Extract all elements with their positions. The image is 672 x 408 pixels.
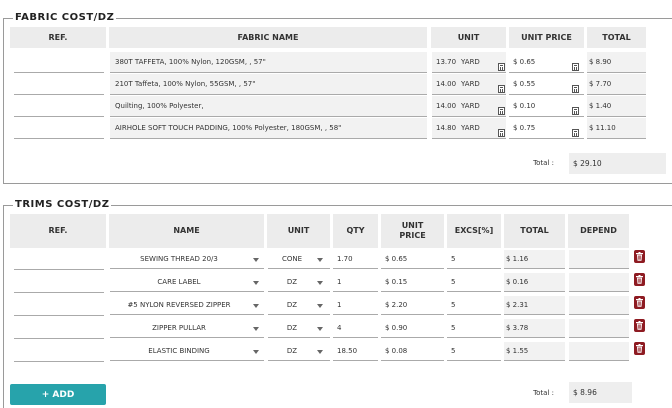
trim-unit-value: DZ bbox=[286, 347, 298, 355]
delete-row-button[interactable] bbox=[634, 319, 645, 332]
trim-total-field: $ 2.31 bbox=[504, 296, 565, 315]
fabric-unit-price-field[interactable] bbox=[509, 118, 584, 139]
trims-header-unit-price: UNIT PRICE bbox=[381, 214, 444, 248]
chevron-down-icon bbox=[317, 327, 323, 331]
trim-unit-value: DZ bbox=[286, 324, 298, 332]
trim-qty-input[interactable]: 1 bbox=[333, 296, 378, 315]
calculator-icon[interactable] bbox=[572, 85, 579, 93]
fabric-unit-field[interactable] bbox=[432, 52, 506, 73]
trim-unit-value: CONE bbox=[281, 255, 303, 263]
fabric-unit-field[interactable] bbox=[432, 74, 506, 95]
trims-header-excs: EXCS[%] bbox=[447, 214, 501, 248]
trim-ref-input[interactable] bbox=[14, 342, 104, 362]
calculator-icon[interactable] bbox=[498, 63, 505, 71]
trim-unit-select[interactable] bbox=[268, 273, 330, 292]
trim-name-value: SEWING THREAD 20/3 bbox=[140, 255, 218, 263]
trim-unit-price-input[interactable]: $ 0.08 bbox=[381, 342, 444, 361]
trims-section-title: TRIMS COST/DZ bbox=[15, 199, 110, 210]
chevron-down-icon bbox=[317, 258, 323, 262]
trim-ref-input[interactable] bbox=[14, 296, 104, 316]
fabric-qty-value: 14.00 bbox=[436, 80, 457, 88]
chevron-down-icon bbox=[317, 304, 323, 308]
trim-total-field: $ 3.78 bbox=[504, 319, 565, 338]
calculator-icon[interactable] bbox=[572, 129, 579, 137]
add-trim-button[interactable]: + ADD bbox=[10, 384, 106, 405]
trim-unit-price-input[interactable]: $ 2.20 bbox=[381, 296, 444, 315]
calculator-icon[interactable] bbox=[498, 85, 505, 93]
fabric-ref-input[interactable] bbox=[14, 52, 104, 73]
fabric-ref-input[interactable] bbox=[14, 96, 104, 117]
fabric-total-label: Total : bbox=[533, 159, 554, 167]
trash-icon bbox=[636, 344, 643, 353]
trim-unit-price-input[interactable]: $ 0.15 bbox=[381, 273, 444, 292]
fabric-price-value: $ 0.65 bbox=[513, 58, 536, 66]
trim-ref-input[interactable] bbox=[14, 273, 104, 293]
trim-name-value: ELASTIC BINDING bbox=[148, 347, 210, 355]
fabric-name-field[interactable]: 210T Taffeta, 100% Nylon, 55GSM, , 57" bbox=[110, 74, 427, 95]
calculator-icon[interactable] bbox=[572, 107, 579, 115]
fabric-unit-field[interactable] bbox=[432, 118, 506, 139]
trim-name-select[interactable] bbox=[110, 273, 264, 292]
delete-row-button[interactable] bbox=[634, 296, 645, 309]
trim-qty-input[interactable]: 1.70 bbox=[333, 250, 378, 269]
delete-row-button[interactable] bbox=[634, 250, 645, 263]
fabric-unit-value: YARD bbox=[461, 80, 480, 88]
trim-unit-price-input[interactable]: $ 0.65 bbox=[381, 250, 444, 269]
fabric-name-field[interactable]: AIRHOLE SOFT TOUCH PADDING, 100% Polyester, 180GSM, , 58" bbox=[110, 118, 427, 139]
chevron-down-icon bbox=[253, 350, 259, 354]
calculator-icon[interactable] bbox=[572, 63, 579, 71]
chevron-down-icon bbox=[253, 304, 259, 308]
trim-excs-input[interactable]: 5 bbox=[447, 319, 501, 338]
trash-icon bbox=[636, 298, 643, 307]
trash-icon bbox=[636, 321, 643, 330]
trims-total-label: Total : bbox=[533, 389, 554, 397]
chevron-down-icon bbox=[317, 281, 323, 285]
calculator-icon[interactable] bbox=[498, 107, 505, 115]
fabric-unit-price-field[interactable] bbox=[509, 96, 584, 117]
trim-qty-input[interactable]: 18.50 bbox=[333, 342, 378, 361]
fabric-price-value: $ 0.55 bbox=[513, 80, 536, 88]
fabric-header-total: TOTAL bbox=[587, 27, 646, 48]
fabric-header-unit-price: UNIT PRICE bbox=[509, 27, 584, 48]
fabric-ref-input[interactable] bbox=[14, 118, 104, 139]
trims-total-value: $ 8.96 bbox=[569, 382, 632, 403]
trim-unit-price-input[interactable]: $ 0.90 bbox=[381, 319, 444, 338]
trim-qty-input[interactable]: 1 bbox=[333, 273, 378, 292]
fabric-qty-value: 14.80 bbox=[436, 124, 457, 132]
trim-ref-input[interactable] bbox=[14, 250, 104, 270]
fabric-qty-value: 13.70 bbox=[436, 58, 457, 66]
fabric-header-unit: UNIT bbox=[431, 27, 506, 48]
fabric-qty-value: 14.00 bbox=[436, 102, 457, 110]
fabric-header-name: FABRIC NAME bbox=[109, 27, 427, 48]
fabric-total-field: $ 1.40 bbox=[587, 96, 646, 117]
trim-name-select[interactable] bbox=[110, 342, 264, 361]
trim-name-value: CARE LABEL bbox=[157, 278, 201, 286]
trim-ref-input[interactable] bbox=[14, 319, 104, 339]
delete-row-button[interactable] bbox=[634, 273, 645, 286]
trim-name-select[interactable] bbox=[110, 250, 264, 269]
trim-unit-select[interactable] bbox=[268, 250, 330, 269]
trims-header-unit: UNIT bbox=[267, 214, 330, 248]
trim-name-select[interactable] bbox=[110, 296, 264, 315]
trim-unit-select[interactable] bbox=[268, 342, 330, 361]
fabric-unit-price-field[interactable] bbox=[509, 74, 584, 95]
fabric-unit-value: YARD bbox=[461, 58, 480, 66]
fabric-section-title: FABRIC COST/DZ bbox=[15, 12, 115, 23]
trim-unit-select[interactable] bbox=[268, 319, 330, 338]
trims-header-depend: DEPEND bbox=[568, 214, 629, 248]
trim-excs-input[interactable]: 5 bbox=[447, 250, 501, 269]
chevron-down-icon bbox=[253, 327, 259, 331]
trim-name-value: #5 NYLON REVERSED ZIPPER bbox=[127, 301, 231, 309]
trim-depend-field[interactable] bbox=[569, 273, 629, 292]
trims-header-ref: REF. bbox=[10, 214, 106, 248]
trim-total-field: $ 1.16 bbox=[504, 250, 565, 269]
fabric-unit-field[interactable] bbox=[432, 96, 506, 117]
fabric-total-value: $ 29.10 bbox=[569, 153, 666, 174]
trims-header-total: TOTAL bbox=[504, 214, 565, 248]
trim-name-value: ZIPPER PULLAR bbox=[152, 324, 206, 332]
fabric-ref-input[interactable] bbox=[14, 74, 104, 95]
trims-header-name: NAME bbox=[109, 214, 264, 248]
trim-total-field: $ 1.55 bbox=[504, 342, 565, 361]
calculator-icon[interactable] bbox=[498, 129, 505, 137]
trim-excs-input[interactable]: 5 bbox=[447, 342, 501, 361]
chevron-down-icon bbox=[253, 258, 259, 262]
trim-excs-input[interactable]: 5 bbox=[447, 296, 501, 315]
trash-icon bbox=[636, 252, 643, 261]
trash-icon bbox=[636, 275, 643, 284]
delete-row-button[interactable] bbox=[634, 342, 645, 355]
trim-qty-input[interactable]: 4 bbox=[333, 319, 378, 338]
trim-depend-field[interactable] bbox=[569, 296, 629, 315]
fabric-header-ref: REF. bbox=[10, 27, 106, 48]
trim-total-field: $ 0.16 bbox=[504, 273, 565, 292]
trim-unit-value: DZ bbox=[286, 278, 298, 286]
trim-depend-field[interactable] bbox=[569, 342, 629, 361]
fabric-total-field: $ 8.90 bbox=[587, 52, 646, 73]
fabric-price-value: $ 0.10 bbox=[513, 102, 536, 110]
fabric-unit-price-field[interactable] bbox=[509, 52, 584, 73]
fabric-price-value: $ 0.75 bbox=[513, 124, 536, 132]
trims-header-qty: QTY bbox=[333, 214, 378, 248]
trim-depend-field[interactable] bbox=[569, 319, 629, 338]
fabric-unit-value: YARD bbox=[461, 102, 480, 110]
trim-depend-field[interactable] bbox=[569, 250, 629, 269]
trim-unit-select[interactable] bbox=[268, 296, 330, 315]
fabric-total-field: $ 11.10 bbox=[587, 118, 646, 139]
fabric-name-field[interactable]: 380T TAFFETA, 100% Nylon, 120GSM, , 57" bbox=[110, 52, 427, 73]
trim-excs-input[interactable]: 5 bbox=[447, 273, 501, 292]
fabric-total-field: $ 7.70 bbox=[587, 74, 646, 95]
fabric-unit-value: YARD bbox=[461, 124, 480, 132]
chevron-down-icon bbox=[317, 350, 323, 354]
chevron-down-icon bbox=[253, 281, 259, 285]
fabric-name-field[interactable]: Quilting, 100% Polyester, bbox=[110, 96, 427, 117]
trim-name-select[interactable] bbox=[110, 319, 264, 338]
trim-unit-value: DZ bbox=[286, 301, 298, 309]
